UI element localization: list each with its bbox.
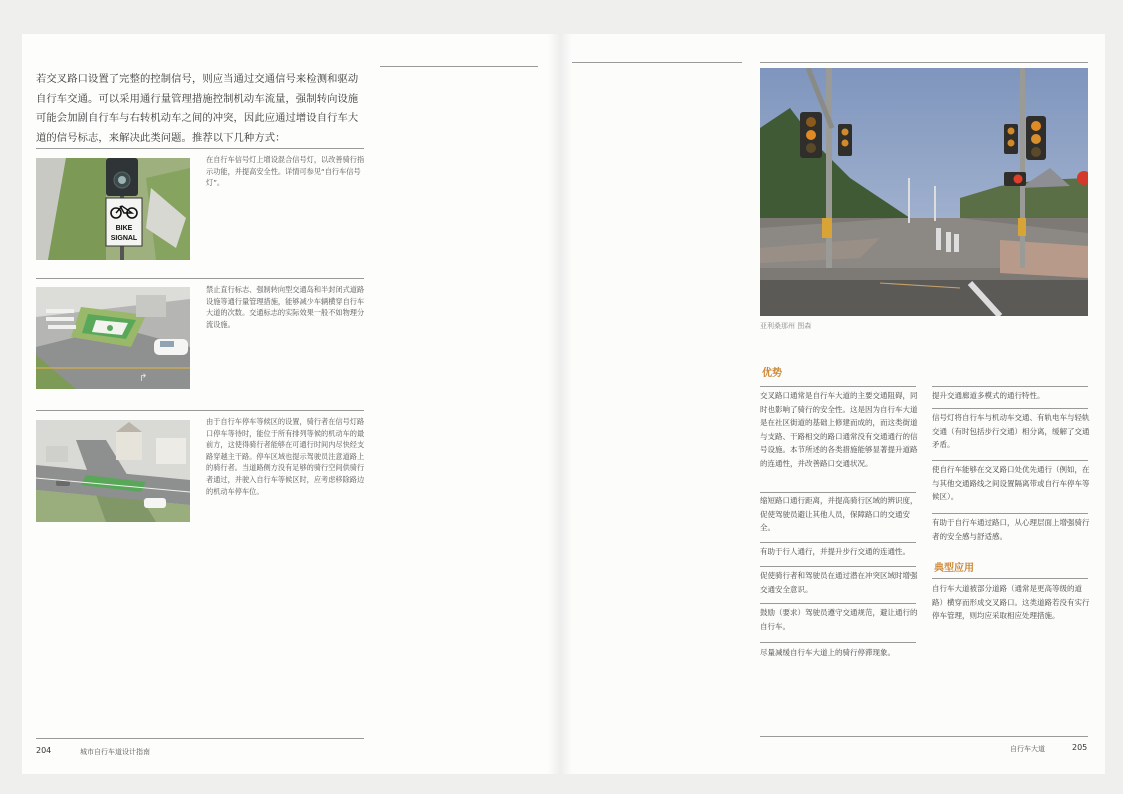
bike-box-intersection-image [36,420,190,522]
item-rule [36,410,364,411]
advantage-paragraph: 有助于自行车通过路口，从心理层面上增强骑行者的安全感与舒适感。 [932,518,1090,541]
bike-signal-illustration [36,158,190,260]
col1-rule [760,566,916,567]
advantages-title: 优势 [762,368,782,379]
col1-rule [760,492,916,493]
advantage-paragraph: 使自行车能够在交叉路口处优先通行（例如，在与其他交通路线之间设置隔离带或自行车停车等候区）。 [932,465,1090,501]
advantage-paragraph: 信号灯将自行车与机动车交通、有轨电车与轻轨交通（有时包括步行交通）相分离，缓解了交通矛盾。 [932,413,1090,449]
bike-sign-line1: BIKE [115,225,133,232]
col2-rule [932,578,1088,579]
book-title-footer: 城市自行车道设计指南 [80,748,150,756]
tucson-intersection-photo [760,68,1088,316]
col2-rule [932,513,1088,514]
bike-box-illustration [36,420,190,522]
advantage-paragraph: 交叉路口通常是自行车大道的主要交通阻碍，同时也影响了骑行的安全性。这是因为自行车大道是在社区街道的基础上修建而成的，而这类街道与支路、干路相交的路口通常没有交通通行的信号设施。本节所述的各类措施能够显著提升道路的连通性，并改善路口交通状况。 [760,391,918,468]
col1-rule [760,603,916,604]
page-number-left: 204 [36,746,52,755]
intersection-diverter-image [36,287,190,389]
item-rule [36,148,364,149]
footer-rule [36,738,364,739]
col1-rule [760,386,916,387]
advantage-paragraph: 尽量减缓自行车大道上的骑行停滞现象。 [760,648,895,657]
diverter-illustration [36,287,190,389]
advantage-paragraph: 缩短路口通行距离，并提高骑行区域的辨识度，促使驾驶员避让其他人员，保障路口的交通安全。 [760,496,918,532]
item-text: 由于自行车停车等候区的设置，骑行者在信号灯路口停车等待时，能位于所有排列等候的机动车的最前方，这使得骑行者能够在可通行时间内尽快经支路穿越主干路。停车区域也提示驾驶员注意道路上的骑行者。当道路侧方没有足够的骑行空间供骑行者通过，并驶入自行车等候区时，应考虑移除路边的机动车停车位。 [206,417,365,496]
svg-text:↱: ↱ [139,373,148,384]
advantage-paragraph: 提升交通廊道多模式的通行特性。 [932,391,1045,400]
footer-rule [760,736,1088,737]
advantage-paragraph: 鼓励（要求）驾驶员遵守交通规范，避让通行的自行车。 [760,608,918,631]
page-number-right: 205 [1072,743,1088,752]
chapter-title-footer: 自行车大道 [1010,745,1045,753]
col2-rule [932,386,1088,387]
bike-sign-line2: SIGNAL [110,235,138,242]
photo-caption: 亚利桑那州 图森 [760,322,812,330]
typical-applications-text: 自行车大道被部分道路（通常是更高等级的道路）横穿而形成交叉路口。这类道路若没有实行停车管理，则均应采取相应处理措施。 [932,584,1090,620]
advantage-paragraph: 促使骑行者和驾驶员在通过潜在冲突区域时增强交通安全意识。 [760,571,918,594]
col2-rule [932,408,1088,409]
top-rule [760,62,1088,63]
item-text: 禁止直行标志、强制转向型交通岛和半封闭式道路设施等通行量管理措施，能够减少车辆横穿自行车大道的次数。交通标志的实际效果一般不如物理分流设施。 [206,285,365,329]
item-rule [36,278,364,279]
traffic-signal-photo [760,68,1088,316]
col2-rule [932,460,1088,461]
item-text: 在自行车信号灯上增设混合信号灯，以改善骑行指示功能，并提高安全性。详情可参见“自行车信号灯”。 [206,155,365,188]
top-rule [380,66,538,67]
book-spine-shadow [548,34,572,774]
advantage-paragraph: 有助于行人通行，并提升步行交通的连通性。 [760,547,910,556]
col1-rule [760,642,916,643]
col1-rule [760,542,916,543]
bike-signal-image [36,158,190,260]
top-rule [572,62,742,63]
typical-applications-title: 典型应用 [934,563,974,574]
intro-paragraph: 若交叉路口设置了完整的控制信号，则应当通过交通信号来检测和驱动自行车交通。可以采用通行量管理措施控制机动车流量，强制转向设施可能会加剧自行车与右转机动车之间的冲突，因此应通过增设自行车大道的信号标志，来解决此类问题。推荐以下几种方式： [36,73,359,144]
